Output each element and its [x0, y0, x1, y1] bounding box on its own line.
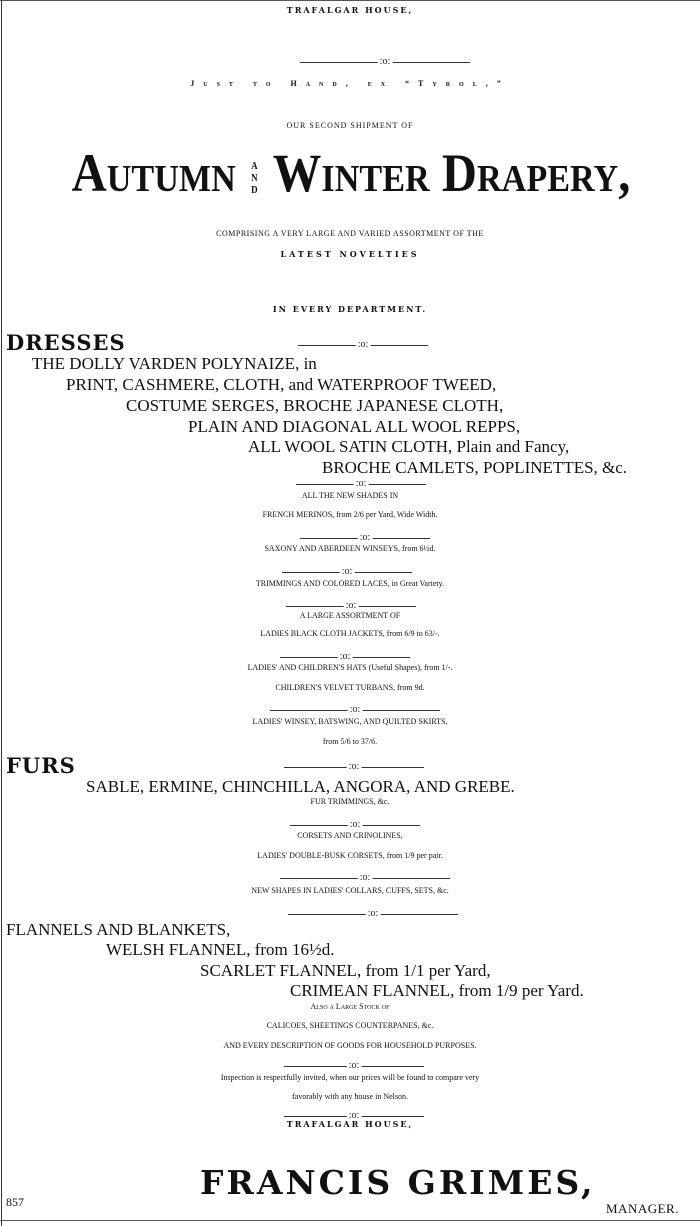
trimmings-line: TRIMMINGS AND COLORED LACES, in Great Variety.	[255, 579, 445, 588]
dresses-heading: DRESSES	[6, 330, 126, 355]
furs-line-2: FUR TRIMMINGS, &c.	[310, 797, 390, 806]
dresses-line-4: PLAIN AND DIAGONAL ALL WOOL REPPS,	[188, 417, 521, 436]
furs-heading: FURS	[6, 753, 76, 778]
proprietor-name: FRANCIS GRIMES,	[200, 1163, 596, 1202]
divider: :o:	[300, 538, 430, 539]
dresses-line-5: ALL WOOL SATIN CLOTH, Plain and Fancy,	[248, 437, 570, 456]
footer-title: TRAFALGAR HOUSE,	[286, 1119, 414, 1129]
stock-intro: Also a Large Stock of	[310, 1002, 390, 1011]
divider: :o:	[282, 572, 412, 573]
skirts-price: from 5/6 to 37/6.	[322, 737, 378, 746]
headline-autumn: Autumn	[71, 143, 236, 203]
dresses-line-6: BROCHE CAMLETS, POPLINETTES, &c.	[322, 458, 628, 477]
store-title: TRAFALGAR HOUSE,	[286, 5, 414, 15]
flannels-line-2: SCARLET FLANNEL, from 1/1 per Yard,	[200, 961, 491, 980]
headline-and: A N D	[251, 160, 258, 196]
divider: :o:	[270, 710, 440, 711]
divider: :o:	[284, 767, 424, 768]
divider: :o:	[286, 606, 416, 607]
comprising-line: COMPRISING A VERY LARGE AND VARIED ASSORTMENT OF THE	[216, 229, 484, 238]
divider: :o:	[290, 825, 420, 826]
corsets-line: LADIES' DOUBLE-BUSK CORSETS, from 1/9 per pair.	[257, 851, 443, 860]
jackets-intro: A LARGE ASSORTMENT OF	[299, 611, 401, 620]
manager-title: MANAGER.	[606, 1201, 679, 1216]
collars-line: NEW SHAPES IN LADIES' COLLARS, CUFFS, SETS, &c.	[251, 886, 449, 895]
furs-line-1: SABLE, ERMINE, CHINCHILLA, ANGORA, AND GREBE.	[86, 777, 515, 796]
dresses-line-1: THE DOLLY VARDEN POLYNAIZE, in	[32, 354, 317, 373]
shades-intro: ALL THE NEW SHADES IN	[301, 491, 399, 500]
merinos-line: FRENCH MERINOS, from 2/6 per Yard, Wide Width.	[262, 510, 438, 519]
divider: :o:	[280, 657, 410, 658]
divider: :o:	[284, 1116, 424, 1117]
flannels-line-3: CRIMEAN FLANNEL, from 1/9 per Yard.	[290, 981, 584, 1000]
divider: :o:	[280, 878, 450, 879]
latest-novelties: LATEST NOVELTIES	[280, 249, 420, 259]
headline-winter: Winter Drapery,	[272, 143, 631, 203]
top-border	[0, 0, 700, 1]
headline	[37, 143, 665, 203]
divider: :o:	[298, 345, 428, 346]
household-line: AND EVERY DESCRIPTION OF GOODS FOR HOUSEHOLD PURPOSES.	[223, 1041, 477, 1050]
inspection-line-2: favorably with any house in Nelson.	[292, 1092, 408, 1101]
bottom-border	[0, 1220, 700, 1221]
winseys-line: SAXONY AND ABERDEEN WINSEYS, from 6½d.	[264, 544, 436, 553]
hats-line: LADIES' AND CHILDREN'S HATS (Useful Shapes), from 1/-.	[247, 663, 453, 672]
flannels-line-1: WELSH FLANNEL, from 16½d.	[106, 940, 335, 959]
inspection-line-1: Inspection is respectfully invited, when our prices will be found to compare very	[220, 1073, 480, 1082]
dresses-line-3: COSTUME SERGES, BROCHE JAPANESE CLOTH,	[126, 396, 504, 415]
calicoes-line: CALICOES, SHEETINGS COUNTERPANES, &c.	[266, 1021, 434, 1030]
jackets-line: LADIES BLACK CLOTH JACKETS, from 6/9 to 63/-.	[260, 629, 440, 638]
turbans-line: CHILDREN'S VELVET TURBANS, from 9d.	[275, 683, 425, 692]
shipment-subtitle: Just to Hand, ex “Tyrol,”	[190, 79, 510, 88]
flannels-heading: FLANNELS AND BLANKETS,	[6, 920, 231, 939]
divider: :o:	[300, 62, 470, 63]
shipment-line: OUR SECOND SHIPMENT OF	[286, 121, 414, 130]
corsets-heading: CORSETS AND CRINOLINES,	[297, 831, 403, 840]
reference-number: 857	[6, 1195, 24, 1209]
divider: :o:	[284, 1066, 424, 1067]
dresses-line-2: PRINT, CASHMERE, CLOTH, and WATERPROOF TWEED,	[66, 375, 497, 394]
skirts-line: LADIES' WINSEY, BATSWING, AND QUILTED SKIRTS,	[252, 717, 448, 726]
every-department: IN EVERY DEPARTMENT.	[272, 304, 428, 314]
divider: :o:	[288, 914, 458, 915]
divider: :o:	[296, 484, 426, 485]
